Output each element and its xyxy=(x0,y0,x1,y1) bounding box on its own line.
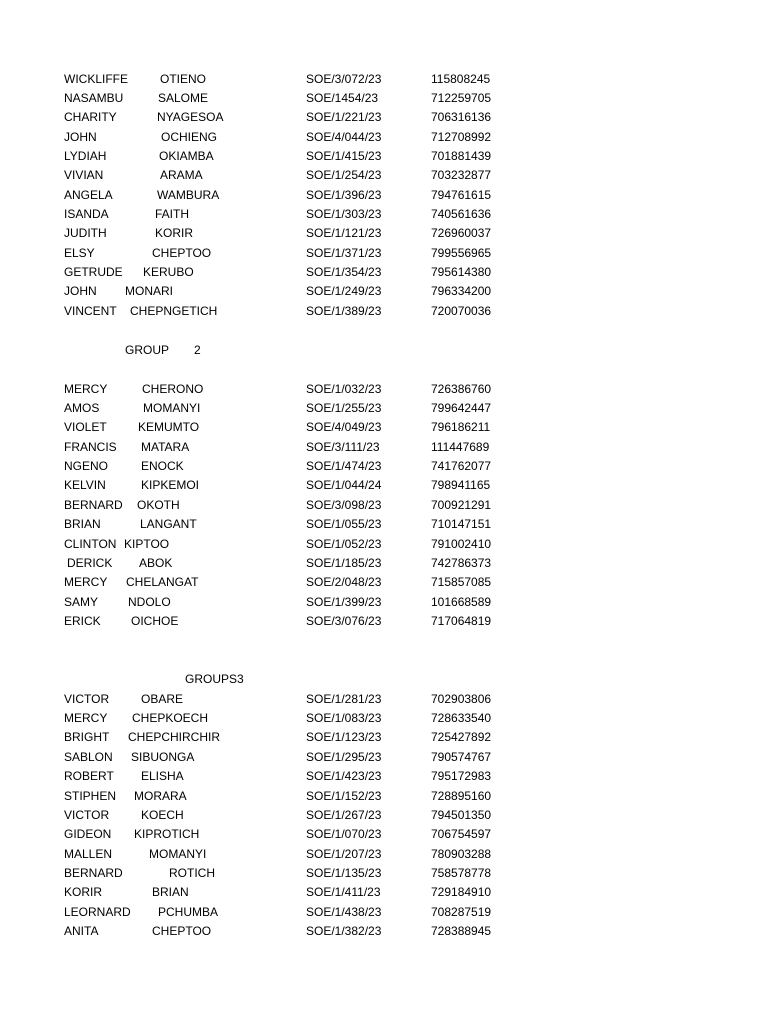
first-name: NGENO xyxy=(64,459,109,473)
last-name: ENOCK xyxy=(141,459,184,473)
first-name: LEORNARD xyxy=(64,905,131,919)
reg-number: SOE/1/438/23 xyxy=(306,905,382,919)
phone-number: 729184910 xyxy=(431,885,492,899)
reg-number: SOE/3/098/23 xyxy=(306,498,382,512)
reg-number: SOE/1/389/23 xyxy=(306,304,382,318)
table-row xyxy=(0,205,768,223)
phone-number: 796334200 xyxy=(431,284,492,298)
phone-number: 794501350 xyxy=(431,808,492,822)
table-row xyxy=(0,728,768,746)
last-name: OKOTH xyxy=(137,498,180,512)
last-name: CHERONO xyxy=(142,382,204,396)
group-heading-label: GROUP xyxy=(125,343,170,357)
table-row xyxy=(0,825,768,843)
first-name: VIVIAN xyxy=(64,168,104,182)
last-name: FAITH xyxy=(155,207,190,221)
phone-number: 717064819 xyxy=(431,614,492,628)
first-name: VIOLET xyxy=(64,420,107,434)
reg-number: SOE/1/411/23 xyxy=(306,885,381,899)
first-name: ISANDA xyxy=(64,207,109,221)
phone-number: 725427892 xyxy=(431,730,492,744)
first-name: NASAMBU xyxy=(64,91,124,105)
reg-number: SOE/4/044/23 xyxy=(306,130,382,144)
last-name: WAMBURA xyxy=(157,188,220,202)
phone-number: 712708992 xyxy=(431,130,492,144)
reg-number: SOE/1/032/23 xyxy=(306,382,382,396)
first-name: JOHN xyxy=(64,130,97,144)
first-name: VICTOR xyxy=(64,692,110,706)
table-row xyxy=(0,496,768,514)
last-name: ARAMA xyxy=(160,168,203,182)
phone-number: 701881439 xyxy=(431,149,492,163)
table-row xyxy=(0,748,768,766)
phone-number: 101668589 xyxy=(431,595,492,609)
first-name: VINCENT xyxy=(64,304,117,318)
reg-number: SOE/1/152/23 xyxy=(306,789,382,803)
first-name: DERICK xyxy=(67,556,113,570)
table-row xyxy=(0,922,768,940)
phone-number: 111447689 xyxy=(431,440,490,454)
last-name: OICHOE xyxy=(131,614,179,628)
last-name: KERUBO xyxy=(143,265,194,279)
last-name: OCHIENG xyxy=(161,130,218,144)
phone-number: 799642447 xyxy=(431,401,492,415)
last-name: KIPTOO xyxy=(124,537,170,551)
reg-number: SOE/1/354/23 xyxy=(306,265,382,279)
table-row xyxy=(0,224,768,242)
first-name: GETRUDE xyxy=(64,265,123,279)
last-name: OTIENO xyxy=(160,72,207,86)
table-row xyxy=(0,787,768,805)
reg-number: SOE/4/049/23 xyxy=(306,420,382,434)
last-name: MOMANYI xyxy=(149,847,207,861)
last-name: NDOLO xyxy=(128,595,171,609)
phone-number: 726386760 xyxy=(431,382,492,396)
table-row xyxy=(0,128,768,146)
first-name: MERCY xyxy=(64,382,108,396)
table-row xyxy=(0,515,768,533)
table-row xyxy=(0,767,768,785)
phone-number: 115808245 xyxy=(431,72,491,86)
group-heading-number: 2 xyxy=(194,343,201,357)
table-row xyxy=(0,864,768,882)
reg-number: SOE/3/111/23 xyxy=(306,440,380,454)
first-name: AMOS xyxy=(64,401,100,415)
reg-number: SOE/1/474/23 xyxy=(306,459,382,473)
first-name: SAMY xyxy=(64,595,99,609)
phone-number: 796186211 xyxy=(431,420,491,434)
reg-number: SOE/3/072/23 xyxy=(306,72,382,86)
last-name: CHEPNGETICH xyxy=(130,304,218,318)
phone-number: 791002410 xyxy=(431,537,492,551)
phone-number: 715857085 xyxy=(431,575,492,589)
phone-number: 740561636 xyxy=(431,207,492,221)
first-name: VICTOR xyxy=(64,808,110,822)
table-row xyxy=(0,108,768,126)
table-row xyxy=(0,438,768,456)
last-name: KEMUMTO xyxy=(138,420,200,434)
reg-number: SOE/1/267/23 xyxy=(306,808,382,822)
phone-number: 703232877 xyxy=(431,168,492,182)
reg-number: SOE/1/295/23 xyxy=(306,750,382,764)
table-row xyxy=(0,418,768,436)
reg-number: SOE/1/221/23 xyxy=(306,110,382,124)
phone-number: 742786373 xyxy=(431,556,492,570)
first-name: BERNARD xyxy=(64,866,123,880)
table-row xyxy=(0,690,768,708)
reg-number: SOE/1/135/23 xyxy=(306,866,382,880)
phone-number: 795614380 xyxy=(431,265,492,279)
first-name: BRIAN xyxy=(64,517,101,531)
phone-number: 720070036 xyxy=(431,304,492,318)
phone-number: 758578778 xyxy=(431,866,492,880)
first-name: BERNARD xyxy=(64,498,123,512)
table-row xyxy=(0,709,768,727)
reg-number: SOE/1/281/23 xyxy=(306,692,382,706)
table-row xyxy=(0,573,768,591)
last-name: CHEPCHIRCHIR xyxy=(128,730,221,744)
last-name: MATARA xyxy=(141,440,190,454)
phone-number: 708287519 xyxy=(431,905,492,919)
reg-number: SOE/1/371/23 xyxy=(306,246,382,260)
last-name: CHEPTOO xyxy=(152,924,212,938)
first-name: ELSY xyxy=(64,246,95,260)
reg-number: SOE/1/052/23 xyxy=(306,537,382,551)
phone-number: 741762077 xyxy=(431,459,492,473)
table-row xyxy=(0,380,768,398)
first-name: ANGELA xyxy=(64,188,113,202)
phone-number: 728895160 xyxy=(431,789,492,803)
reg-number: SOE/1/055/23 xyxy=(306,517,382,531)
reg-number: SOE/1/083/23 xyxy=(306,711,382,725)
first-name: CHARITY xyxy=(64,110,117,124)
table-row xyxy=(0,399,768,417)
last-name: KOECH xyxy=(141,808,184,822)
table-row xyxy=(0,476,768,494)
reg-number: SOE/1/396/23 xyxy=(306,188,382,202)
first-name: STIPHEN xyxy=(64,789,117,803)
phone-number: 728388945 xyxy=(431,924,492,938)
group-heading-number: 3 xyxy=(237,672,244,686)
last-name: MORARA xyxy=(134,789,187,803)
first-name: JUDITH xyxy=(64,226,107,240)
first-name: ERICK xyxy=(64,614,101,628)
table-row xyxy=(0,883,768,901)
phone-number: 780903288 xyxy=(431,847,492,861)
table-row xyxy=(0,263,768,281)
last-name: SIBUONGA xyxy=(131,750,195,764)
table-row xyxy=(0,89,768,107)
reg-number: SOE/1/070/23 xyxy=(306,827,382,841)
reg-number: SOE/1/121/23 xyxy=(306,226,382,240)
last-name: ELISHA xyxy=(141,769,184,783)
table-row xyxy=(0,806,768,824)
phone-number: 700921291 xyxy=(431,498,492,512)
reg-number: SOE/1/415/23 xyxy=(306,149,382,163)
first-name: BRIGHT xyxy=(64,730,110,744)
first-name: GIDEON xyxy=(64,827,112,841)
phone-number: 799556965 xyxy=(431,246,492,260)
reg-number: SOE/1/303/23 xyxy=(306,207,382,221)
first-name: FRANCIS xyxy=(64,440,117,454)
last-name: CHELANGAT xyxy=(126,575,199,589)
phone-number: 790574767 xyxy=(431,750,492,764)
table-row xyxy=(0,903,768,921)
reg-number: SOE/1/044/24 xyxy=(306,478,382,492)
reg-number: SOE/1/382/23 xyxy=(306,924,382,938)
reg-number: SOE/1/254/23 xyxy=(306,168,382,182)
last-name: CHEPKOECH xyxy=(132,711,209,725)
table-row xyxy=(0,70,768,88)
table-row xyxy=(0,612,768,630)
phone-number: 706316136 xyxy=(431,110,492,124)
table-row xyxy=(0,302,768,320)
last-name: OKIAMBA xyxy=(159,149,214,163)
first-name: ANITA xyxy=(64,924,99,938)
table-row xyxy=(0,845,768,863)
table-row xyxy=(0,535,768,553)
first-name: MERCY xyxy=(64,711,108,725)
table-row xyxy=(0,554,768,572)
phone-number: 712259705 xyxy=(431,91,492,105)
first-name: SABLON xyxy=(64,750,113,764)
last-name: OBARE xyxy=(141,692,184,706)
table-row xyxy=(0,282,768,300)
last-name: NYAGESOA xyxy=(157,110,224,124)
table-row xyxy=(0,593,768,611)
table-row xyxy=(0,166,768,184)
table-row xyxy=(0,186,768,204)
table-row xyxy=(0,457,768,475)
group-heading xyxy=(0,341,768,359)
last-name: KIPROTICH xyxy=(134,827,200,841)
phone-number: 794761615 xyxy=(431,188,492,202)
last-name: SALOME xyxy=(158,91,209,105)
reg-number: SOE/1/423/23 xyxy=(306,769,382,783)
first-name: JOHN xyxy=(64,284,97,298)
first-name: ROBERT xyxy=(64,769,114,783)
reg-number: SOE/1/249/23 xyxy=(306,284,382,298)
reg-number: SOE/1/255/23 xyxy=(306,401,382,415)
first-name: KELVIN xyxy=(64,478,106,492)
phone-number: 726960037 xyxy=(431,226,492,240)
phone-number: 728633540 xyxy=(431,711,492,725)
last-name: PCHUMBA xyxy=(158,905,219,919)
first-name: MALLEN xyxy=(64,847,113,861)
first-name: KORIR xyxy=(64,885,103,899)
last-name: BRIAN xyxy=(152,885,189,899)
first-name: CLINTON xyxy=(64,537,117,551)
group-heading xyxy=(0,670,768,688)
first-name: LYDIAH xyxy=(64,149,107,163)
last-name: LANGANT xyxy=(140,517,197,531)
table-row xyxy=(0,147,768,165)
phone-number: 798941165 xyxy=(431,478,491,492)
phone-number: 702903806 xyxy=(431,692,492,706)
phone-number: 795172983 xyxy=(431,769,492,783)
reg-number: SOE/1/123/23 xyxy=(306,730,382,744)
last-name: MONARI xyxy=(125,284,173,298)
table-row xyxy=(0,244,768,262)
reg-number: SOE/1454/23 xyxy=(306,91,379,105)
last-name: KORIR xyxy=(155,226,194,240)
reg-number: SOE/3/076/23 xyxy=(306,614,382,628)
first-name: WICKLIFFE xyxy=(64,72,129,86)
phone-number: 710147151 xyxy=(431,517,492,531)
phone-number: 706754597 xyxy=(431,827,492,841)
last-name: ABOK xyxy=(139,556,173,570)
reg-number: SOE/1/207/23 xyxy=(306,847,382,861)
reg-number: SOE/1/185/23 xyxy=(306,556,382,570)
reg-number: SOE/2/048/23 xyxy=(306,575,382,589)
first-name: MERCY xyxy=(64,575,108,589)
group-heading-label: GROUPS xyxy=(185,672,238,686)
last-name: CHEPTOO xyxy=(152,246,212,260)
last-name: ROTICH xyxy=(169,866,215,880)
last-name: MOMANYI xyxy=(143,401,201,415)
last-name: KIPKEMOI xyxy=(141,478,200,492)
reg-number: SOE/1/399/23 xyxy=(306,595,382,609)
